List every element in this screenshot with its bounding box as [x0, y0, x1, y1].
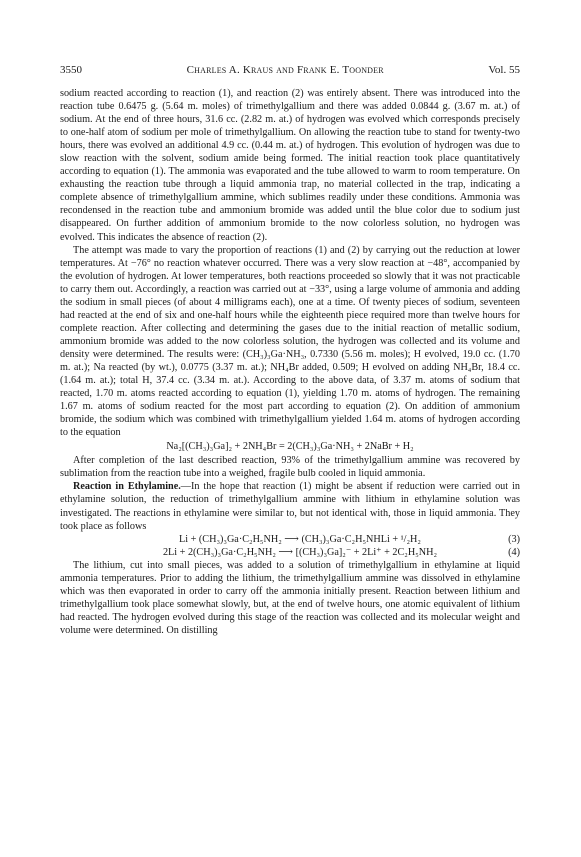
volume-number: Vol. 55	[488, 64, 520, 76]
equation-3-row	[60, 533, 520, 546]
running-head-authors: Charles A. Kraus and Frank E. Toonder	[186, 64, 384, 76]
paragraph-3: After completion of the last described reaction, 93% of the trimethylgallium ammine was recovered by sublimation from the reaction tube into a weighed, fragile bulb cooled in liquid ammonia.	[60, 455, 520, 480]
equation-ammonium-bromide: Na₂[(CH₃)₃Ga]₂ + 2NH₄Br = 2(CH₃)₃Ga·NH₃ + 2NaBr + H₂	[166, 441, 414, 453]
running-head	[60, 64, 520, 77]
paragraph-4	[60, 480, 520, 532]
equation-4-row	[60, 546, 520, 559]
paragraph-5: The lithium, cut into small pieces, was added to a solution of trimethylgallium in ethylamine at liquid ammonia temperatures. Prior to adding the lithium, the trimethylgallium ammine was dissolved in ethylamine which was then evaporated in order to carry off the ammonia initially present. Reaction between lithium and trimethylgallium took place somewhat slowly, but, at the end of twelve hours, one atomic equivalent of lithium had reacted. The hydrogen evolved during this stage of the reaction was collected and its molecular weight and volume were determined. On distilling	[60, 559, 520, 636]
equation-4: 2Li + 2(CH₃)₃Ga·C₂H₅NH₂ ⟶ [(CH₃)₃Ga]₂⁻ + 2Li⁺ + 2C₂H₅NH₂	[162, 546, 438, 558]
page-number: 3550	[60, 64, 82, 76]
paragraph-2: The attempt was made to vary the proportion of reactions (1) and (2) by carrying out the reduction at lower temperatures. At −76° no reaction whatever occurred. There was a very slow reaction at −48°, accompanied by the evolution of hydrogen. At lower temperatures, both reactions proceeded so slowly that it was not practicable to carry them out. Accordingly, a reaction was carried out at −33°, using a large volume of ammonia and adding the sodium in small pieces (of about 4 milligrams each), one at a time. Of twenty pieces of sodium, seventeen had reacted at the end of six and one-half hours while the eighteenth piece required more than twelve hours for complete reaction. After collecting and determining the gases due to the initial reaction of metallic sodium, ammonium bromide was added to the now colorless solution, the hydrogen was collected and its volume and density were determined. The results were: (CH₃)₃Ga·NH₃, 0.7330 (5.56 m. moles); H evolved, 19.0 cc. (1.70 m. at.); Na reacted (by wt.), 0.0775 (3.37 m. at.); NH₄Br added, 0.509; H evolved on adding NH₄Br, 18.4 cc. (1.64 m. at.); total H, 37.4 cc. (3.34 m. at.). According to the above data, of 3.37 m. atoms of sodium that reacted, 1.70 m. atoms reacted according to equation (1), yielding 1.70 m. atoms of hydrogen. The remaining 1.67 m. atoms of sodium reacted for the most part according to equation (2). On addition of ammonium bromide, the sodium which was combined with trimethylgallium yielded 1.64 m. atoms of hydrogen according to the equation	[60, 244, 520, 439]
paragraph-1: sodium reacted according to reaction (1), and reaction (2) was entirely absent. There was introduced into the reaction tube 0.6475 g. (5.64 m. moles) of trimethylgallium and there was added 0.0844 g. (3.67 m. at.) of sodium. At the end of three hours, 31.6 cc. (2.82 m. at.) of hydrogen was evolved which corresponds precisely to one-half atom of sodium per mole of trimethylgallium. On allowing the reaction tube to stand for twenty-two hours, there was evolved an additional 4.9 cc. (0.44 m. at.) of hydrogen. This evolution of hydrogen was due to slow reaction with the solvent, sodium amide being formed. The initial reaction took place quantitatively according to equation (1). The ammonia was evaporated and the tube allowed to warm to room temperature. On exhausting the reaction tube through a liquid ammonia trap, no material collected in the trap, indicating a complete absence of trimethylgallium ammine, which sublimes readily under these conditions. Ammonia was recondensed in the reaction tube and ammonium bromide was added until the blue color due to sodium just disappeared. On further addition of ammonium bromide to the now colorless solution, no hydrogen was evolved. This indicates the absence of reaction (2).	[60, 88, 520, 243]
section-heading: Reaction in Ethylamine.	[73, 481, 181, 493]
equation-3: Li + (CH₃)₃Ga·C₂H₅NH₂ ⟶ (CH₃)₃Ga·C₂H₅NHLi + ¹/₂H₂	[179, 533, 421, 545]
paragraph-4-text: —In the hope that reaction (1) might be absent if reduction were carried out in ethylamine solution, the reduction of trimethylgallium ammine with lithium in ethylamine solution was investigated. The reactions in ethylamine were similar to, but not identical with, those in liquid ammonia. They took place as follows	[60, 481, 520, 532]
equation-3-number: (3)	[508, 533, 520, 545]
equation-4-number: (4)	[508, 546, 520, 558]
